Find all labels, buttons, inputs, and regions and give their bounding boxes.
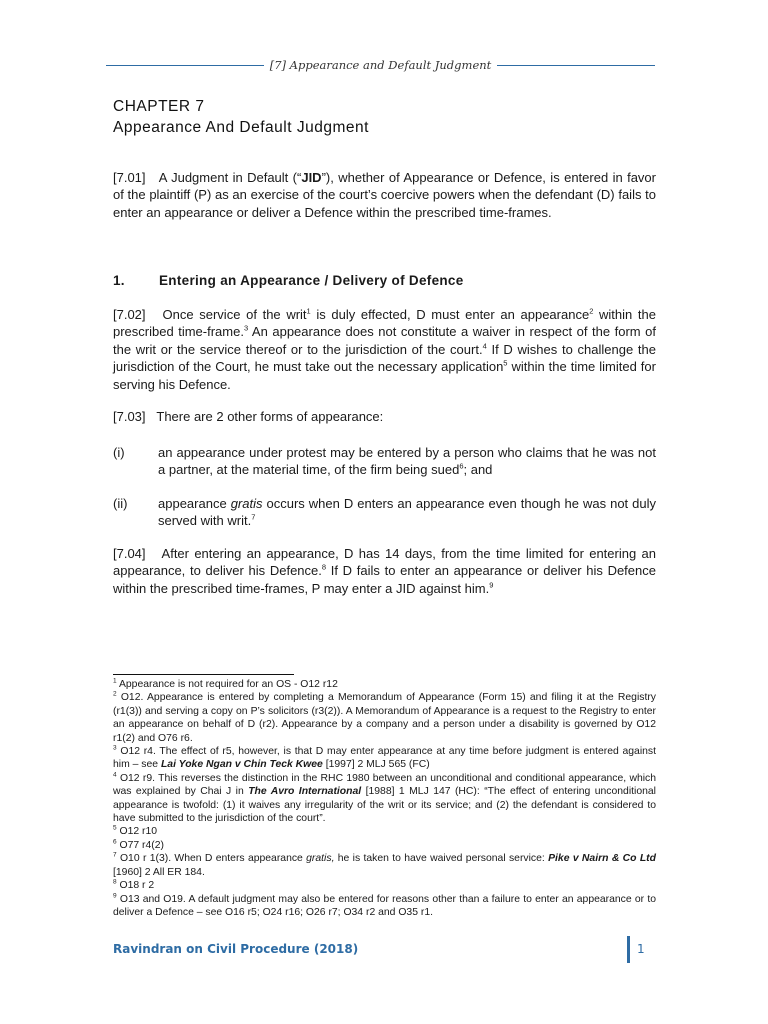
list-item-ii [113,495,656,530]
list-text: appearance [158,496,231,511]
chapter-title: Appearance And Default Judgment [113,119,369,136]
header-title: [7] Appearance and Default Judgment [269,58,492,72]
paragraph-7-04 [113,545,656,597]
list-body [158,495,656,530]
footnote-text: O13 and O19. A default judgment may also be entered for reasons other than a failure to enter an appearance or to deliver a Defence – see O16 r5; O24 r16; O26 r7; O34 r2 and O35 r1. [113,893,656,918]
footnote-1 [113,678,656,691]
paragraph-text: A Judgment in Default (“ [158,170,302,185]
footnote-text: O18 r 2 [119,880,155,892]
header-rule-right [497,65,655,66]
paragraph-text: If D wishes to challenge the jurisdiction of the Court, he must take out the necessary application [113,341,656,375]
case-name: The Avro International [248,786,362,798]
footnote-marker: 2 [113,690,117,698]
paragraph-number: [7.02] [113,307,146,322]
footnote-ref-5[interactable]: 5 [503,358,508,368]
case-name: Lai Yoke Ngan v Chin Teck Kwee [160,759,323,771]
footnote-marker: 9 [113,892,117,900]
list-body [158,444,656,479]
footnotes [113,678,656,919]
footnote-marker: 3 [113,744,117,752]
paragraph-text: Once service of the writ [162,307,307,322]
footnote-8 [113,879,656,892]
paragraph-text: is duly effected, D must enter an appearance [310,307,590,322]
footnote-2 [113,691,656,745]
footnote-marker: 6 [113,838,117,846]
section-number: 1. [113,273,125,288]
case-name: Pike v Nairn & Co Ltd [548,853,656,865]
footnote-7 [113,852,656,879]
footnote-marker: 5 [113,825,117,832]
paragraph-7-01 [113,169,656,221]
paragraph-text: After entering an appearance, D has 14 days, from the time limited for entering an appearance, to deliver his Defence. [113,546,656,579]
page-number: 1 [637,942,645,956]
list-label: (ii) [113,496,128,511]
footnote-5 [113,825,656,838]
footnote-marker: 7 [113,851,117,859]
footer-divider [627,936,630,963]
footnote-text: O12 r4. The effect of r5, however, is that D may enter appearance at any time before judgment is entered against him – see [113,746,656,771]
paragraph-text: An appearance does not constitute a waiver in respect of the form of the writ or the service thereof or to the jurisdiction of the court. [113,324,656,357]
paragraph-text: within the prescribed time-frame. [113,307,656,340]
footnote-text: [1988] 1 MLJ 147 (HC): “The effect of entering unconditional appearance is twofold: (1) it waives any irregularity of the writ or its service; and (2) the defendant is considered to have submitted to the jurisdiction of the court”. [113,786,656,825]
paragraph-text: There are 2 other forms of appearance: [156,409,384,424]
paragraph-number: [7.03] [113,409,146,424]
footnote-ref-4[interactable]: 4 [482,341,487,351]
footnote-text: O77 r4(2) [119,839,164,851]
footnote-ref-9[interactable]: 9 [489,580,494,590]
footnote-ref-7[interactable]: 7 [251,513,256,523]
header-rule-left [106,65,264,66]
footnote-9 [113,893,656,920]
footnote-marker: 4 [113,771,117,779]
footnote-text: O12 r10 [119,826,158,838]
footnote-text: O12 r9. This reverses the distinction in the RHC 1980 between an unconditional and conditional appearance, which was explained by Chai J in [113,772,657,798]
jid-abbreviation: JID [301,170,322,185]
footnote-text: Appearance is not required for an OS - O12 r12 [118,679,338,690]
footnote-ref-6[interactable]: 6 [459,462,464,472]
footnote-ref-1[interactable]: 1 [306,306,311,316]
footnote-4 [113,772,656,826]
list-item-i [113,444,656,479]
footnote-text: O10 r 1(3). When D enters appearance [119,853,307,865]
paragraph-number: [7.01] [113,170,146,185]
footnote-ref-2[interactable]: 2 [589,306,594,316]
footnote-marker: 1 [113,677,117,685]
footnote-6 [113,839,656,852]
list-text: ; and [463,462,493,478]
footer-book-title: Ravindran on Civil Procedure (2018) [113,942,359,956]
chapter-number: CHAPTER 7 [113,98,205,115]
list-label: (i) [113,445,125,460]
section-heading [113,273,464,288]
paragraph-number: [7.04] [113,546,146,561]
footnote-ref-8[interactable]: 8 [321,563,327,573]
latin-term: gratis, [306,853,335,865]
paragraph-7-02 [113,306,656,393]
footnote-text: [1960] 2 All ER 184. [113,866,205,878]
section-title: Entering an Appearance / Delivery of Defence [159,273,464,288]
footnote-text: he is taken to have waived personal service: [334,853,549,865]
footnote-3 [113,745,656,772]
paragraph-text: If D fails to enter an appearance or deliver his Defence within the prescribed time-frames, P may enter a JID against him. [113,563,656,596]
list-text: an appearance under protest may be entered by a person who claims that he was not a partner, at the material time, of the firm being sued [158,445,656,478]
footnote-ref-3[interactable]: 3 [243,324,249,334]
paragraph-7-03 [113,408,656,425]
footnote-marker: 8 [113,878,117,886]
footnote-separator [113,674,294,675]
footnote-text: O12. Appearance is entered by completing a Memorandum of Appearance (Form 15) and filing it at the Registry (r1(3)) and serving a copy on P’s solicitors (r3(2)). A Memorandum of Appearance is a request to the Registry to enter an appearance on behalf of D (r2). Appearance by a company and a person under a disability is governed by O12 r1(2) and O76 r6. [113,692,656,744]
chapter-heading [113,96,369,138]
latin-term: gratis [230,496,263,511]
list-text: occurs when D enters an appearance even though he was not duly served with writ. [158,496,657,529]
running-header [106,55,655,75]
paragraph-text: within the time limited for serving his Defence. [113,359,656,392]
paragraph-text: ”), whether of Appearance or Defence, is entered in favor of the plaintiff (P) as an exercise of the court’s coercive powers when the defendant (D) fails to enter an appearance or deliver a Defence within the prescribed time-frames. [113,170,656,220]
footnote-text: [1997] 2 MLJ 565 (FC) [322,759,430,771]
